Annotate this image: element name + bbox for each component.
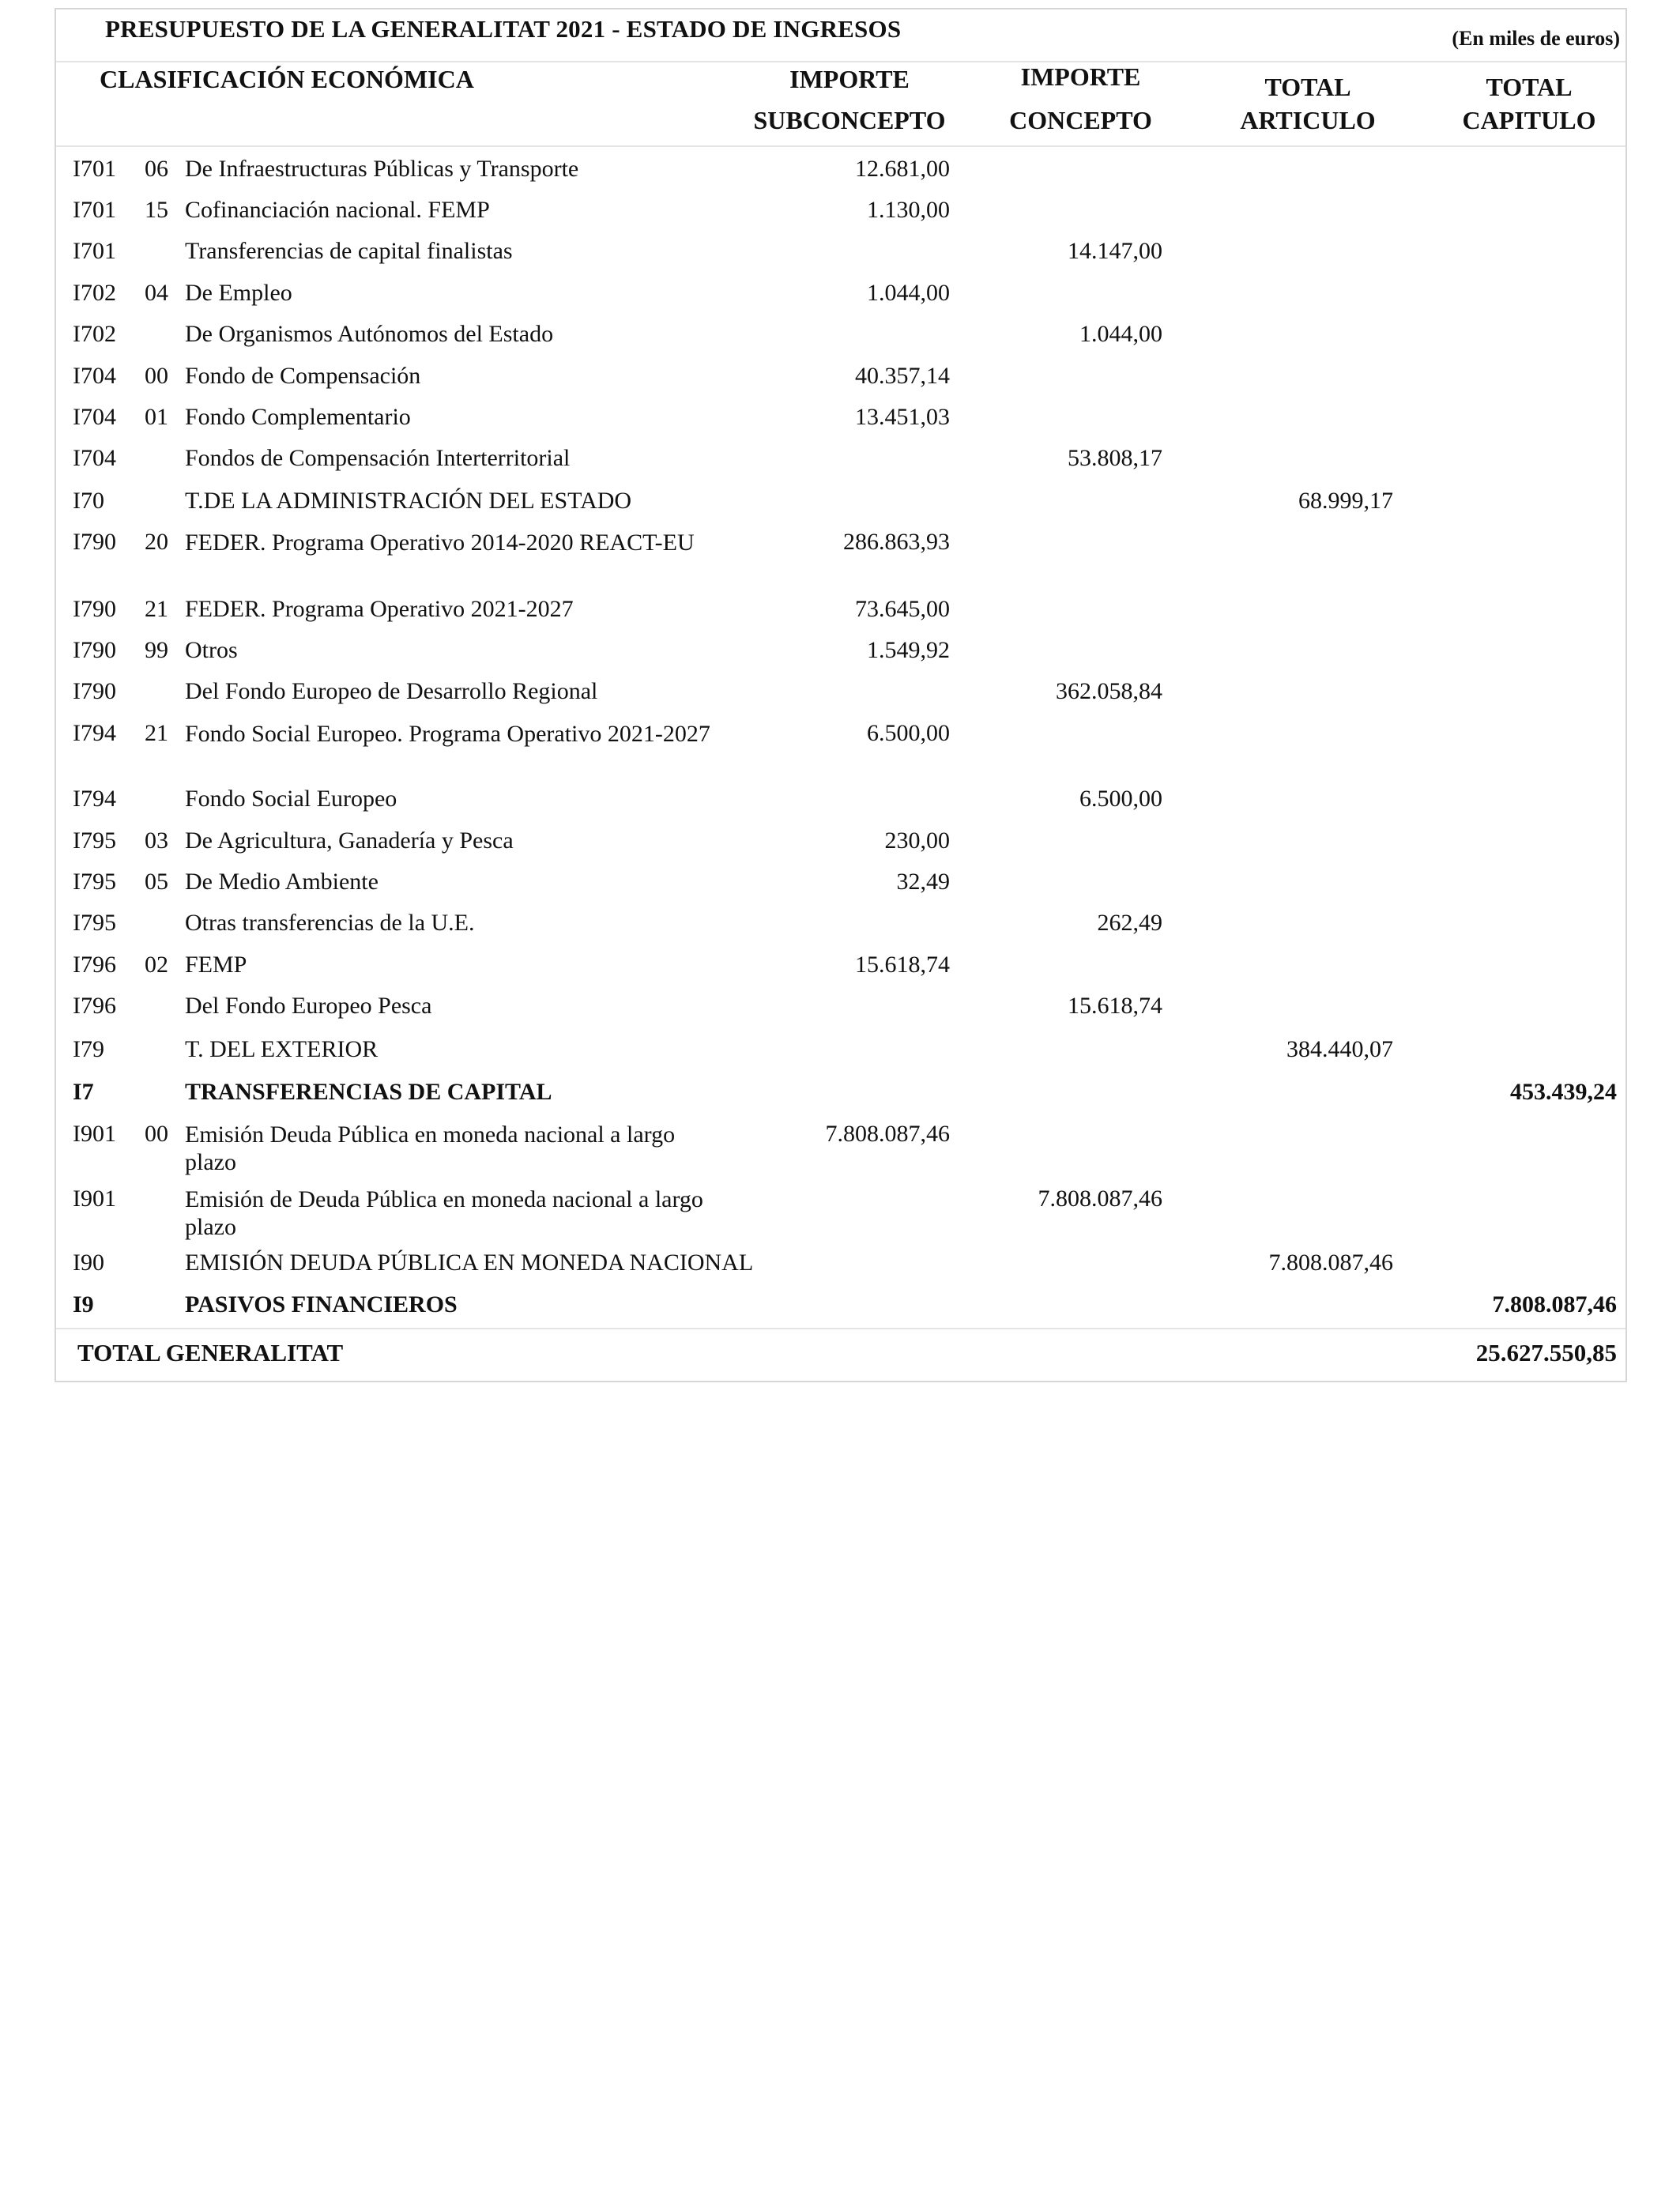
total-articulo-cell: 7.808.087,46	[1268, 1250, 1393, 1276]
importe-subconcepto-cell: 286.863,93	[843, 529, 950, 555]
row-description: FEDER. Programa Operativo 2014-2020 REACT-EU	[185, 530, 695, 556]
row-code: I790	[73, 596, 116, 622]
importe-concepto-cell: 6.500,00	[1079, 786, 1162, 812]
row-description: PASIVOS FINANCIEROS	[185, 1291, 458, 1318]
row-description: T.DE LA ADMINISTRACIÓN DEL ESTADO	[185, 488, 632, 514]
row-code: I9	[73, 1291, 94, 1318]
row-description: De Infraestructuras Públicas y Transporte	[185, 156, 579, 182]
importe-subconcepto-cell: 40.357,14	[855, 363, 950, 389]
row-subcode: 20	[145, 529, 168, 555]
header-divider-bottom	[56, 145, 1625, 147]
header-importe-subconcepto-1: IMPORTE	[789, 65, 910, 93]
header-total-capitulo-1: TOTAL	[1486, 73, 1573, 101]
header-total-articulo-2: ARTICULO	[1240, 106, 1376, 134]
row-description: T. DEL EXTERIOR	[185, 1036, 379, 1062]
row-code: I790	[73, 529, 116, 555]
importe-subconcepto-cell: 6.500,00	[867, 720, 950, 746]
row-description: De Medio Ambiente	[185, 869, 379, 895]
row-description: Otros	[185, 637, 238, 663]
row-subcode: 05	[145, 869, 168, 895]
row-subcode: 04	[145, 280, 168, 306]
header-importe-concepto-1: IMPORTE	[1020, 62, 1141, 91]
row-code: I701	[73, 238, 116, 264]
row-description: FEDER. Programa Operativo 2021-2027	[185, 596, 574, 622]
row-description: EMISIÓN DEUDA PÚBLICA EN MONEDA NACIONAL	[185, 1250, 754, 1276]
row-code: I79	[73, 1036, 104, 1062]
row-description: FEMP	[185, 952, 247, 978]
row-code: I90	[73, 1250, 104, 1276]
importe-subconcepto-cell: 15.618,74	[855, 952, 950, 978]
row-description: TRANSFERENCIAS DE CAPITAL	[185, 1079, 552, 1105]
header-importe-subconcepto-2: SUBCONCEPTO	[753, 106, 946, 134]
row-subcode: 21	[145, 720, 168, 746]
importe-subconcepto-cell: 32,49	[896, 869, 950, 895]
importe-concepto-cell: 14.147,00	[1068, 238, 1162, 264]
importe-subconcepto-cell: 1.549,92	[867, 637, 950, 663]
row-code: I795	[73, 869, 116, 895]
row-description: De Agricultura, Ganadería y Pesca	[185, 827, 514, 854]
row-code: I701	[73, 197, 116, 223]
importe-subconcepto-cell: 7.808.087,46	[825, 1121, 950, 1147]
row-subcode: 00	[145, 363, 168, 389]
row-subcode: 00	[145, 1121, 168, 1147]
row-description: Fondo Social Europeo	[185, 786, 397, 812]
row-code: I796	[73, 952, 116, 978]
row-code: I795	[73, 910, 116, 936]
row-code: I702	[73, 280, 116, 306]
row-description: Cofinanciación nacional. FEMP	[185, 197, 490, 223]
row-description: Emisión Deuda Pública en moneda nacional a largo plazo	[185, 1122, 676, 1175]
row-description: Del Fondo Europeo de Desarrollo Regional	[185, 678, 598, 704]
row-description: Fondos de Compensación Interterritorial	[185, 445, 571, 471]
importe-concepto-cell: 362.058,84	[1056, 678, 1162, 704]
row-description: De Empleo	[185, 280, 292, 306]
row-description: Fondo Complementario	[185, 404, 411, 430]
row-code: I702	[73, 321, 116, 347]
importe-subconcepto-cell: 1.044,00	[867, 280, 950, 306]
row-subcode: 01	[145, 404, 168, 430]
row-code: I790	[73, 637, 116, 663]
row-code: I794	[73, 786, 116, 812]
importe-subconcepto-cell: 73.645,00	[855, 596, 950, 622]
row-description: De Organismos Autónomos del Estado	[185, 321, 554, 347]
total-articulo-cell: 384.440,07	[1286, 1036, 1393, 1062]
header-importe-concepto-2: CONCEPTO	[1009, 106, 1152, 134]
row-subcode: 06	[145, 156, 168, 182]
row-code: I701	[73, 156, 116, 182]
row-description: Fondo Social Europeo. Programa Operativo 2021-2027	[185, 721, 710, 747]
row-description: Fondo de Compensación	[185, 363, 421, 389]
row-subcode: 15	[145, 197, 168, 223]
total-articulo-cell: 68.999,17	[1298, 488, 1393, 514]
importe-subconcepto-cell: 12.681,00	[855, 156, 950, 182]
importe-concepto-cell: 15.618,74	[1068, 993, 1162, 1019]
row-code: I704	[73, 445, 116, 471]
row-code: I901	[73, 1121, 116, 1147]
header-total-articulo-1: TOTAL	[1264, 73, 1351, 101]
row-subcode: 02	[145, 952, 168, 978]
row-subcode: 21	[145, 596, 168, 622]
total-value: 25.627.550,85	[1475, 1339, 1617, 1367]
importe-subconcepto-cell: 1.130,00	[867, 197, 950, 223]
row-code: I796	[73, 993, 116, 1019]
row-code: I901	[73, 1186, 116, 1212]
row-description: Transferencias de capital finalistas	[185, 238, 513, 264]
importe-subconcepto-cell: 230,00	[884, 827, 950, 854]
row-code: I790	[73, 678, 116, 704]
importe-concepto-cell: 53.808,17	[1068, 445, 1162, 471]
importe-concepto-cell: 7.808.087,46	[1038, 1186, 1162, 1212]
row-subcode: 03	[145, 827, 168, 854]
importe-subconcepto-cell: 13.451,03	[855, 404, 950, 430]
row-code: I795	[73, 827, 116, 854]
row-description: Otras transferencias de la U.E.	[185, 910, 475, 936]
row-description: Del Fondo Europeo Pesca	[185, 993, 432, 1019]
row-code: I704	[73, 363, 116, 389]
total-capitulo-cell: 453.439,24	[1510, 1079, 1617, 1105]
header-divider-top	[56, 61, 1625, 62]
page-title: PRESUPUESTO DE LA GENERALITAT 2021 - ESTADO DE INGRESOS	[105, 15, 902, 43]
header-clasificacion: CLASIFICACIÓN ECONÓMICA	[100, 65, 474, 93]
row-subcode: 99	[145, 637, 168, 663]
total-divider	[56, 1328, 1625, 1329]
row-code: I7	[73, 1079, 94, 1105]
row-code: I794	[73, 720, 116, 746]
row-code: I70	[73, 488, 104, 514]
units-note: (En miles de euros)	[1452, 27, 1620, 50]
importe-concepto-cell: 262,49	[1097, 910, 1162, 936]
row-description: Emisión de Deuda Pública en moneda nacional a largo plazo	[185, 1186, 703, 1240]
total-label: TOTAL GENERALITAT	[77, 1339, 344, 1367]
row-code: I704	[73, 404, 116, 430]
header-total-capitulo-2: CAPITULO	[1462, 106, 1596, 134]
total-capitulo-cell: 7.808.087,46	[1492, 1291, 1617, 1318]
importe-concepto-cell: 1.044,00	[1079, 321, 1162, 347]
